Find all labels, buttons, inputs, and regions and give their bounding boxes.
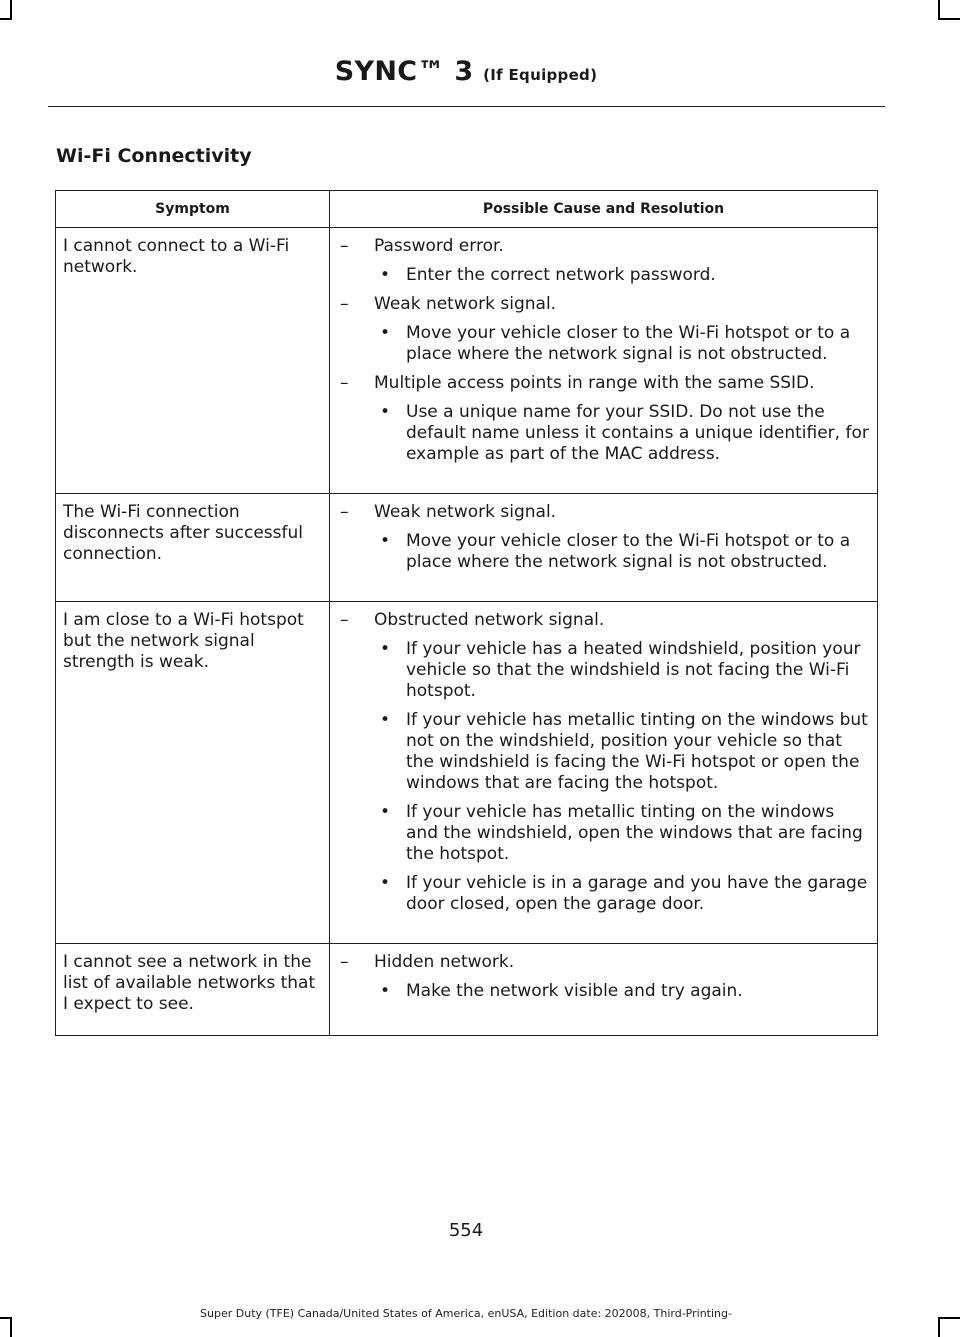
cause-item <box>336 502 871 523</box>
dash-marker: – <box>340 502 349 522</box>
resolution-item <box>378 710 871 794</box>
bullet-marker: • <box>380 531 391 551</box>
symptom-cell: I am close to a Wi-Fi hotspot but the network signal strength is weak. <box>56 602 330 944</box>
bullet-marker: • <box>380 802 391 822</box>
cause-item <box>336 373 871 394</box>
resolution-text: If your vehicle is in a garage and you have the garage door closed, open the garage door. <box>406 873 868 914</box>
cause-text: Weak network signal. <box>374 294 557 314</box>
crop-mark <box>938 0 940 20</box>
resolution-text: If your vehicle has metallic tinting on the windows and the windshield, open the windows that are facing the hotspot. <box>406 802 863 864</box>
crop-mark <box>0 18 12 20</box>
resolution-item <box>378 265 871 286</box>
resolution-item <box>378 981 871 1002</box>
crop-mark <box>10 0 12 20</box>
resolution-item <box>378 323 871 365</box>
cause-item <box>336 952 871 973</box>
table-row <box>56 494 878 602</box>
resolution-text: If your vehicle has metallic tinting on the windows but not on the windshield, position your vehicle so that the windshield is facing the Wi-Fi hotspot or open the windows that are facing the hotspot. <box>406 710 868 793</box>
cause-item <box>336 236 871 257</box>
bullet-marker: • <box>380 265 391 285</box>
bullet-marker: • <box>380 873 391 893</box>
resolution-text: Use a unique name for your SSID. Do not use the default name unless it contains a unique identifier, for example as part of the MAC address. <box>406 402 869 464</box>
dash-marker: – <box>340 610 349 630</box>
resolution-item <box>378 639 871 702</box>
header-subtitle: (If Equipped) <box>483 66 598 84</box>
header-title: SYNC™ 3 <box>334 56 474 87</box>
symptom-cell: I cannot see a network in the list of available networks that I expect to see. <box>56 944 330 1036</box>
dash-marker: – <box>340 294 349 314</box>
bullet-marker: • <box>380 981 391 1001</box>
cause-text: Multiple access points in range with the same SSID. <box>374 373 815 393</box>
dash-marker: – <box>340 373 349 393</box>
table-row <box>56 228 878 494</box>
cause-text: Password error. <box>374 236 504 256</box>
resolution-item <box>378 873 871 915</box>
cause-item <box>336 294 871 315</box>
table-row <box>56 602 878 944</box>
bullet-marker: • <box>380 639 391 659</box>
cause-text: Hidden network. <box>374 952 515 972</box>
resolution-text: Make the network visible and try again. <box>406 981 743 1001</box>
bullet-marker: • <box>380 402 391 422</box>
cause-cell <box>330 602 878 944</box>
crop-mark <box>938 1317 940 1337</box>
crop-mark <box>938 18 960 20</box>
resolution-text: Move your vehicle closer to the Wi-Fi hotspot or to a place where the network signal is not obstructed. <box>406 323 851 364</box>
bullet-marker: • <box>380 323 391 343</box>
page-header <box>0 56 932 87</box>
section-title: Wi-Fi Connectivity <box>56 145 252 167</box>
table-header-row <box>56 191 878 228</box>
bullet-marker: • <box>380 710 391 730</box>
resolution-text: Move your vehicle closer to the Wi-Fi hotspot or to a place where the network signal is not obstructed. <box>406 531 851 572</box>
crop-mark <box>10 1317 12 1337</box>
page-footer: Super Duty (TFE) Canada/United States of America, enUSA, Edition date: 202008, Third-Printing- <box>200 1307 732 1320</box>
symptom-cell: The Wi-Fi connection disconnects after successful connection. <box>56 494 330 602</box>
cause-item <box>336 610 871 631</box>
page-number: 554 <box>448 1220 484 1241</box>
resolution-item <box>378 802 871 865</box>
column-header-cause: Possible Cause and Resolution <box>330 191 878 228</box>
dash-marker: – <box>340 236 349 256</box>
troubleshooting-table <box>55 190 878 1036</box>
cause-cell <box>330 228 878 494</box>
header-divider <box>48 106 885 107</box>
symptom-cell: I cannot connect to a Wi-Fi network. <box>56 228 330 494</box>
resolution-text: Enter the correct network password. <box>406 265 716 285</box>
resolution-item <box>378 402 871 465</box>
column-header-symptom: Symptom <box>56 191 330 228</box>
resolution-text: If your vehicle has a heated windshield, position your vehicle so that the windshield is not facing the Wi-Fi hotspot. <box>406 639 861 701</box>
cause-text: Weak network signal. <box>374 502 557 522</box>
crop-mark <box>938 1317 960 1319</box>
cause-text: Obstructed network signal. <box>374 610 605 630</box>
table-row <box>56 944 878 1036</box>
cause-cell <box>330 944 878 1036</box>
cause-cell <box>330 494 878 602</box>
dash-marker: – <box>340 952 349 972</box>
resolution-item <box>378 531 871 573</box>
